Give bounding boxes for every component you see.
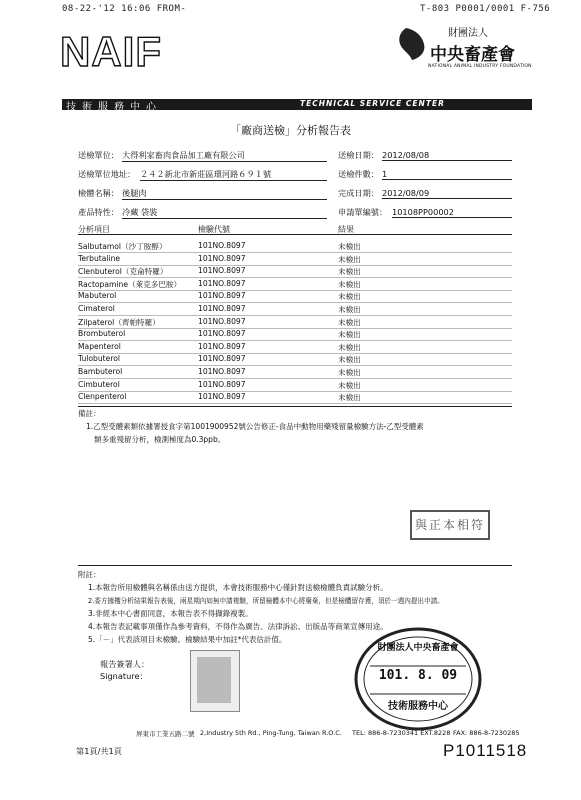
result-cell: 未檢出 bbox=[338, 254, 361, 264]
test-code-cell: 101NO.8097 bbox=[198, 341, 246, 351]
note-item-4: 4.本報告表記載事項僅作為參考資料，不得作為廣告、法律訴訟、出版品等商業宣傳用途。 bbox=[88, 622, 388, 631]
result-cell: 未檢出 bbox=[338, 330, 361, 340]
fax-header-left: 08-22-'12 16:06 FROM- bbox=[62, 4, 187, 14]
test-code-cell: 101NO.8097 bbox=[198, 291, 246, 301]
analysis-item-cell: Clenbuterol（克侖特羅） bbox=[78, 267, 168, 277]
analysis-item-cell: Tulobuterol bbox=[78, 354, 121, 364]
address-label: 送檢單位地址： bbox=[78, 169, 136, 179]
unit-label: 送檢單位： bbox=[78, 150, 119, 160]
table-row bbox=[78, 379, 512, 392]
analysis-item-cell: Cimbuterol bbox=[78, 379, 120, 389]
result-cell: 未檢出 bbox=[338, 267, 361, 277]
remarks-line-2: 類多重殘留分析，檢測極度為0.3ppb。 bbox=[94, 435, 226, 444]
result-cell: 未檢出 bbox=[338, 380, 361, 390]
seal-date: 101. 8. 09 bbox=[378, 668, 458, 683]
result-cell: 未檢出 bbox=[338, 355, 361, 365]
table-row bbox=[78, 265, 512, 278]
analysis-item-cell: Salbutamol（沙丁胺醇） bbox=[78, 242, 167, 251]
remarks-label: 備註： bbox=[78, 409, 101, 418]
note-item-2: 2.委方據攫分析結果報告表後，兩星期內如無申請複驗，所留檢體本中心將廢棄，但是檢體留存獲，須於一週內提出申請。 bbox=[88, 597, 444, 605]
seal-text-top: 財團法人中央畜產會 bbox=[377, 643, 459, 653]
footer-fax: FAX: 886-8-7230285 bbox=[453, 729, 520, 737]
table-row bbox=[78, 253, 512, 266]
apply-no-label: 申請單編號： bbox=[338, 207, 388, 217]
test-code-cell: 101NO.8097 bbox=[198, 316, 246, 326]
notes-top-rule bbox=[78, 565, 512, 566]
taiwan-map-icon bbox=[392, 26, 432, 62]
table-top-rule bbox=[78, 234, 512, 235]
notes-label: 附註： bbox=[78, 570, 101, 579]
table-row bbox=[78, 328, 512, 341]
report-title: 「廠商送檢」分析報告表 bbox=[230, 124, 351, 137]
analysis-item-cell: Cimaterol bbox=[78, 304, 115, 313]
header-result: 結果 bbox=[338, 225, 354, 234]
test-code-cell: 101NO.8097 bbox=[198, 304, 246, 313]
result-cell: 未檢出 bbox=[338, 305, 361, 314]
analysis-item-cell: Bambuterol bbox=[78, 367, 123, 376]
unit-value: 大得利家畜肉食品加工廠有限公司 bbox=[122, 150, 327, 162]
table-row bbox=[78, 240, 512, 253]
result-cell: 未檢出 bbox=[338, 279, 361, 289]
result-cell: 未檢出 bbox=[338, 368, 361, 377]
test-code-cell: 101NO.8097 bbox=[198, 392, 246, 402]
note-item-1: 1.本報告所用檢體與名稱係由送方提供，本會技術服務中心僅針對送檢檢體負責試驗分析。 bbox=[88, 583, 388, 592]
test-code-cell: 101NO.8097 bbox=[198, 354, 246, 364]
done-date-label: 完成日期： bbox=[338, 188, 379, 198]
header-test-code: 檢驗代號 bbox=[198, 225, 230, 234]
banner-en: TECHNICAL SERVICE CENTER bbox=[300, 99, 445, 108]
copy-verified-stamp: 與正本相符 bbox=[410, 510, 490, 540]
trait-value: 冷藏 袋裝 bbox=[122, 207, 327, 219]
apply-no-value: 10108PP00002 bbox=[392, 207, 512, 218]
count-value: 1 bbox=[382, 169, 512, 180]
test-code-cell: 101NO.8097 bbox=[198, 266, 246, 276]
note-item-3: 3.非經本中心書面同意，本報告表不得擷錄複製。 bbox=[88, 609, 253, 618]
test-code-cell: 101NO.8097 bbox=[198, 278, 246, 288]
table-row bbox=[78, 353, 512, 366]
result-cell: 未檢出 bbox=[338, 317, 361, 327]
analysis-item-cell: Clenpenterol bbox=[78, 392, 127, 402]
result-cell: 未檢出 bbox=[338, 342, 361, 352]
sample-value: 後腿肉 bbox=[122, 188, 327, 200]
signature-label-cn: 報告簽署人： bbox=[100, 659, 150, 669]
table-row bbox=[78, 278, 512, 291]
test-code-cell: 101NO.8097 bbox=[198, 367, 246, 376]
seal-text-bottom: 技術服務中心 bbox=[388, 701, 448, 712]
remarks-line-1: 1.乙型受體素類依據署授食字第1001900952號公告修正-食品中動物用藥殘留量檢驗方法-乙型受體素 bbox=[86, 422, 424, 431]
result-cell: 未檢出 bbox=[338, 292, 361, 302]
banner-cn: 技術服務中心 bbox=[66, 102, 162, 113]
analysis-item-cell: Mabuterol bbox=[78, 291, 117, 301]
signature-label-en: Signature： bbox=[100, 671, 148, 681]
sample-label: 檢體名稱： bbox=[78, 188, 119, 198]
fax-header-right: T-803 P0001/0001 F-756 bbox=[420, 4, 551, 14]
analysis-item-cell: Zilpaterol（齊帕特羅） bbox=[78, 317, 160, 327]
table-row bbox=[78, 341, 512, 354]
table-row bbox=[78, 391, 512, 404]
org-name-cn: 中央畜產會 bbox=[430, 45, 515, 65]
naif-logo: NAIF bbox=[60, 28, 162, 75]
table-row bbox=[78, 290, 512, 303]
test-code-cell: 101NO.8097 bbox=[198, 253, 246, 263]
serial-number: P1011518 bbox=[443, 741, 528, 760]
test-code-cell: 101NO.8097 bbox=[198, 379, 246, 389]
signature-seal bbox=[190, 650, 240, 712]
send-date-value: 2012/08/08 bbox=[382, 150, 512, 161]
analysis-item-cell: Ractopamine（萊克多巴胺） bbox=[78, 279, 182, 289]
header-analysis-item: 分析項目 bbox=[78, 225, 110, 234]
org-label: 財團法人 bbox=[448, 28, 488, 39]
analysis-item-cell: Terbutaline bbox=[78, 253, 121, 263]
table-row bbox=[78, 316, 512, 329]
table-row bbox=[78, 366, 512, 379]
result-cell: 未檢出 bbox=[338, 242, 361, 251]
table-bottom-rule bbox=[78, 406, 512, 407]
footer-address-cn: 屏東市工業五路二號 bbox=[136, 730, 195, 738]
analysis-item-cell: Brombuterol bbox=[78, 329, 126, 339]
test-code-cell: 101NO.8097 bbox=[198, 241, 246, 250]
analysis-item-cell: Mapenterol bbox=[78, 341, 121, 351]
page-number: 第1頁/共1頁 bbox=[76, 746, 122, 756]
table-row bbox=[78, 303, 512, 316]
footer-address-en: 2,Industry 5th Rd., Ping-Tung, Taiwan R.O.C. bbox=[200, 729, 342, 737]
note-item-5: 5.「－」代表該項目未檢驗。檢驗結果中加註*代表估計值。 bbox=[88, 635, 287, 644]
send-date-label: 送檢日期： bbox=[338, 150, 379, 160]
result-cell: 未檢出 bbox=[338, 393, 361, 403]
address-value: ２４２新北市新莊區環河路６９１號 bbox=[140, 169, 327, 181]
org-name-en: NATIONAL ANIMAL INDUSTRY FOUNDATION bbox=[428, 64, 532, 69]
footer-tel: TEL: 886-8-7230341 EXT.8228 bbox=[352, 729, 451, 737]
count-label: 送檢件數： bbox=[338, 169, 379, 179]
trait-label: 產品特性： bbox=[78, 207, 119, 217]
test-code-cell: 101NO.8097 bbox=[198, 329, 246, 339]
done-date-value: 2012/08/09 bbox=[382, 188, 512, 199]
